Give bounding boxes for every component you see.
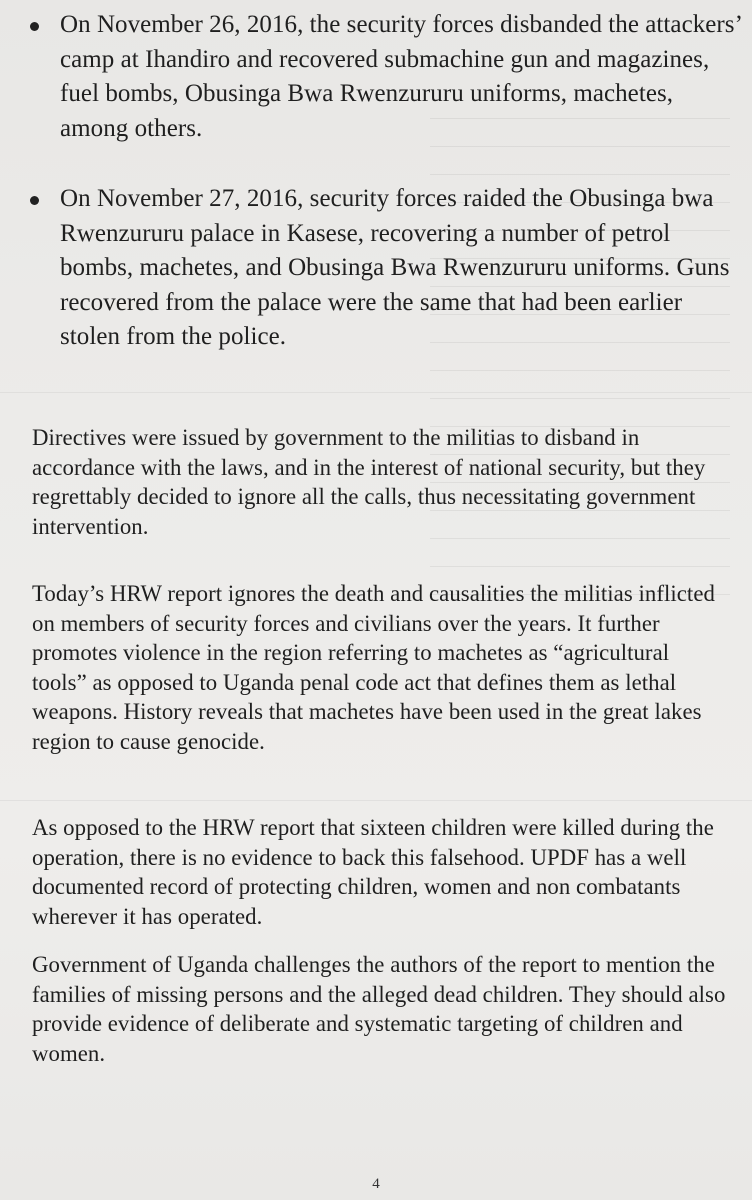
page-number: 4 — [372, 1176, 380, 1192]
paragraph-government-challenge: Government of Uganda challenges the authors of the report to mention the families of missing persons and the alleged dead children. They should also provide evidence of deliberate and systematic targeting of children and women. — [32, 952, 726, 1066]
bullet-text: On November 26, 2016, the security forces disbanded the attackers’ camp at Ihandiro and recovered submachine gun and magazines, fuel bombs, Obusinga Bwa Rwenzururu uniforms, machetes, among others. — [60, 11, 742, 142]
paragraph-directives: Directives were issued by government to the militias to disband in accordance with the laws, and in the interest of national security, but they regrettably decided to ignore all the calls, thus necessitating government intervention. — [32, 425, 706, 539]
incident-bullet-list — [28, 8, 746, 355]
bullet-item-nov-26 — [28, 8, 746, 146]
bullet-text: On November 27, 2016, security forces raided the Obusinga bwa Rwenzururu palace in Kasese, recovering a number of petrol bombs, machetes, and Obusinga Bwa Rwenzururu uniforms. Guns recovered from the palace were the same that had been earlier stolen from the police. — [60, 185, 730, 350]
paragraph-hrw-report: Today’s HRW report ignores the death and causalities the militias inflicted on members of security forces and civilians over the years. It further promotes violence in the region referring to machetes as “agricultural tools” as opposed to Uganda penal code act that defines them as lethal weapons. History reveals that machetes have been used in the great lakes region to cause genocide. — [32, 581, 715, 754]
bullet-icon — [30, 22, 39, 31]
bullet-item-nov-27 — [28, 182, 746, 355]
paper-fold — [0, 800, 752, 801]
bullet-icon — [30, 196, 39, 205]
paragraph-children-claim: As opposed to the HRW report that sixteen children were killed during the operation, there is no evidence to back this falsehood. UPDF has a well documented record of protecting children, women and non combatants wherever it has operated. — [32, 815, 714, 929]
